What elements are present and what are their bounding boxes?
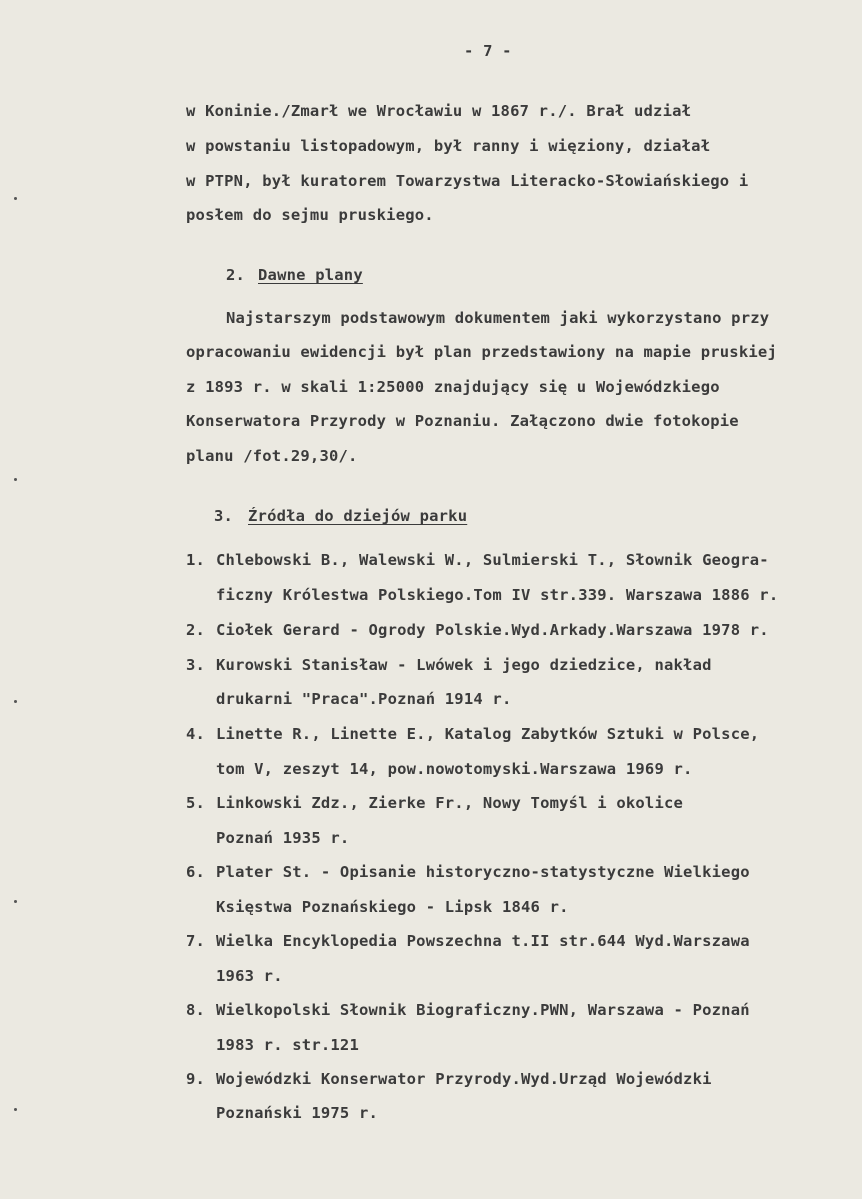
list-item-5-number: 5. <box>186 794 206 812</box>
list-item-2-line-1: Ciołek Gerard - Ogrody Polskie.Wyd.Arkady.Warszawa 1978 r. <box>216 621 769 639</box>
list-item-6-line-2: Księstwa Poznańskiego - Lipsk 1846 r. <box>216 898 569 916</box>
binding-hole-mark <box>14 197 17 200</box>
section2-line-3: z 1893 r. w skali 1:25000 znajdujący się u Wojewódzkiego <box>186 378 720 396</box>
list-item-2-number: 2. <box>186 621 206 639</box>
list-item-7-line-1: Wielka Encyklopedia Powszechna t.II str.644 Wyd.Warszawa <box>216 932 750 950</box>
list-item-8-line-2: 1983 r. str.121 <box>216 1036 359 1054</box>
list-item-3-line-2: drukarni "Praca".Poznań 1914 r. <box>216 690 512 708</box>
section2-line-2: opracowaniu ewidencji był plan przedstawiony na mapie pruskiej <box>186 343 777 361</box>
list-item-4-line-1: Linette R., Linette E., Katalog Zabytków Sztuki w Polsce, <box>216 725 760 743</box>
list-item-7-line-2: 1963 r. <box>216 967 283 985</box>
list-item-4-number: 4. <box>186 725 206 743</box>
binding-hole-mark <box>14 900 17 903</box>
binding-hole-mark <box>14 1108 17 1111</box>
list-item-1-line-1: Chlebowski B., Walewski W., Sulmierski T., Słownik Geogra- <box>216 551 769 569</box>
section3-title: Źródła do dziejów parku <box>248 507 468 525</box>
section2-line-4: Konserwatora Przyrody w Poznaniu. Załączono dwie fotokopie <box>186 412 739 430</box>
list-item-3-line-1: Kurowski Stanisław - Lwówek i jego dziedzice, nakład <box>216 656 712 674</box>
section3-number: 3. <box>214 507 234 525</box>
section2-line-1: Najstarszym podstawowym dokumentem jaki wykorzystano przy <box>226 309 770 327</box>
list-item-4-line-2: tom V, zeszyt 14, pow.nowotomyski.Warszawa 1969 r. <box>216 760 693 778</box>
binding-hole-mark <box>14 478 17 481</box>
section2-line-5: planu /fot.29,30/. <box>186 447 358 465</box>
section2-title: Dawne plany <box>258 266 363 284</box>
list-item-6-number: 6. <box>186 863 206 881</box>
list-item-8-number: 8. <box>186 1001 206 1019</box>
intro-line-4: posłem do sejmu pruskiego. <box>186 206 434 224</box>
intro-line-1: w Koninie./Zmarł we Wrocławiu w 1867 r./. Brał udział <box>186 102 692 120</box>
list-item-7-number: 7. <box>186 932 206 950</box>
section2-number: 2. <box>226 266 246 284</box>
list-item-9-number: 9. <box>186 1070 206 1088</box>
binding-hole-mark <box>14 700 17 703</box>
list-item-9-line-2: Poznański 1975 r. <box>216 1104 379 1122</box>
list-item-5-line-2: Poznań 1935 r. <box>216 829 350 847</box>
list-item-1-number: 1. <box>186 551 206 569</box>
intro-line-2: w powstaniu listopadowym, był ranny i więziony, działał <box>186 137 711 155</box>
list-item-1-line-2: ficzny Królestwa Polskiego.Tom IV str.339. Warszawa 1886 r. <box>216 586 779 604</box>
list-item-9-line-1: Wojewódzki Konserwator Przyrody.Wyd.Urząd Wojewódzki <box>216 1070 712 1088</box>
list-item-3-number: 3. <box>186 656 206 674</box>
page-number: - 7 - <box>464 42 512 60</box>
list-item-6-line-1: Plater St. - Opisanie historyczno-statystyczne Wielkiego <box>216 863 750 881</box>
list-item-5-line-1: Linkowski Zdz., Zierke Fr., Nowy Tomyśl i okolice <box>216 794 684 812</box>
list-item-8-line-1: Wielkopolski Słownik Biograficzny.PWN, Warszawa - Poznań <box>216 1001 750 1019</box>
intro-line-3: w PTPN, był kuratorem Towarzystwa Literacko-Słowiańskiego i <box>186 172 749 190</box>
